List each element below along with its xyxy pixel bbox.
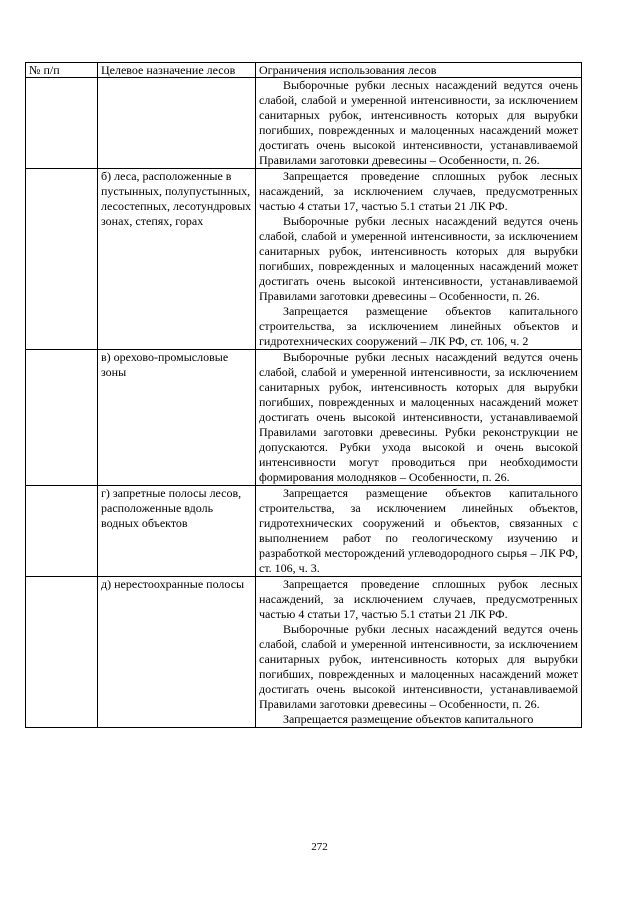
purpose-cell [98, 350, 256, 486]
table-row [26, 350, 582, 486]
purpose-cell [98, 169, 256, 350]
restrictions-cell [256, 486, 582, 577]
row-number-cell [26, 169, 98, 350]
table-row [26, 486, 582, 577]
row-number-cell [26, 78, 98, 169]
restriction-paragraph: Запрещается проведение сплошных рубок лесных насаждений, за исключением случаев, предусмотренных частью 4 статьи 17, частью 5.1 статьи 21 ЛК РФ. [259, 169, 578, 213]
restriction-paragraph: Выборочные рубки лесных насаждений ведутся очень слабой, слабой и умеренной интенсивности, за исключением санитарных рубок, интенсивность которых для вырубки погибших, поврежденных и малоценных насаждений может достигать очень высокой интенсивности, устанавливаемой Правилами заготовки древесины – Особенности, п. 26. [259, 622, 578, 711]
restriction-paragraph: Выборочные рубки лесных насаждений ведутся очень слабой, слабой и умеренной интенсивности, за исключением санитарных рубок, интенсивность которых для вырубки погибших, поврежденных и малоценных насаждений может достигать очень высокой интенсивности, устанавливаемой Правилами заготовки древесины. Рубки реконструкции не допускаются. Рубки ухода высокой и очень высокой интенсивности могут проводиться при необходимости формирования молодняков – Особенности, п. 26. [259, 350, 578, 484]
restriction-paragraph: Выборочные рубки лесных насаждений ведутся очень слабой, слабой и умеренной интенсивности, за исключением санитарных рубок, интенсивность которых для вырубки погибших, поврежденных и малоценных насаждений может достигать очень высокой интенсивности, устанавливаемой Правилами заготовки древесины – Особенности, п. 26. [259, 78, 578, 167]
purpose-cell [98, 577, 256, 728]
restrictions-cell [256, 350, 582, 486]
table-row [26, 78, 582, 169]
header-number: № п/п [26, 63, 98, 78]
restriction-paragraph: Запрещается размещение объектов капитального строительства, за исключением линейных объектов, гидротехнических сооружений и объектов, связанных с выполнением работ по геологическому изучению и разработкой месторождений углеводородного сырья – ЛК РФ, ст. 106, ч. 3. [259, 486, 578, 575]
row-number-cell [26, 486, 98, 577]
table-row [26, 169, 582, 350]
table-row [26, 577, 582, 728]
restriction-paragraph: Выборочные рубки лесных насаждений ведутся очень слабой, слабой и умеренной интенсивности, за исключением санитарных рубок, интенсивность которых для вырубки погибших, поврежденных и малоценных насаждений может достигать очень высокой интенсивности, устанавливаемой Правилами заготовки древесины – Особенности, п. 26. [259, 214, 578, 303]
purpose-text: б) леса, расположенные в пустынных, полупустынных, лесостепных, лесотундровых зонах, степях, горах [101, 169, 252, 228]
purpose-cell [98, 78, 256, 169]
restrictions-cell [256, 78, 582, 169]
header-restrictions: Ограничения использования лесов [256, 63, 582, 78]
restriction-paragraph: Запрещается размещение объектов капитального [283, 712, 534, 726]
header-purpose: Целевое назначение лесов [98, 63, 256, 78]
restriction-paragraph: Запрещается проведение сплошных рубок лесных насаждений, за исключением случаев, предусмотренных частью 4 статьи 17, частью 5.1 статьи 21 ЛК РФ. [259, 577, 578, 621]
row-number-cell [26, 350, 98, 486]
restriction-paragraph: Запрещается размещение объектов капитального строительства, за исключением линейных объектов и гидротехнических сооружений – ЛК РФ, ст. 106, ч. 2 [259, 304, 578, 348]
purpose-text: в) орехово-промысловые зоны [101, 350, 229, 379]
restrictions-cell [256, 169, 582, 350]
restrictions-cell [256, 577, 582, 728]
purpose-text: д) нерестоохранные полосы [101, 577, 245, 591]
page-number: 272 [311, 841, 328, 853]
row-number-cell [26, 577, 98, 728]
purpose-cell [98, 486, 256, 577]
purpose-text: г) запретные полосы лесов, расположенные вдоль водных объектов [101, 486, 242, 530]
forest-restrictions-table [25, 62, 582, 728]
table-header-row [26, 63, 582, 78]
